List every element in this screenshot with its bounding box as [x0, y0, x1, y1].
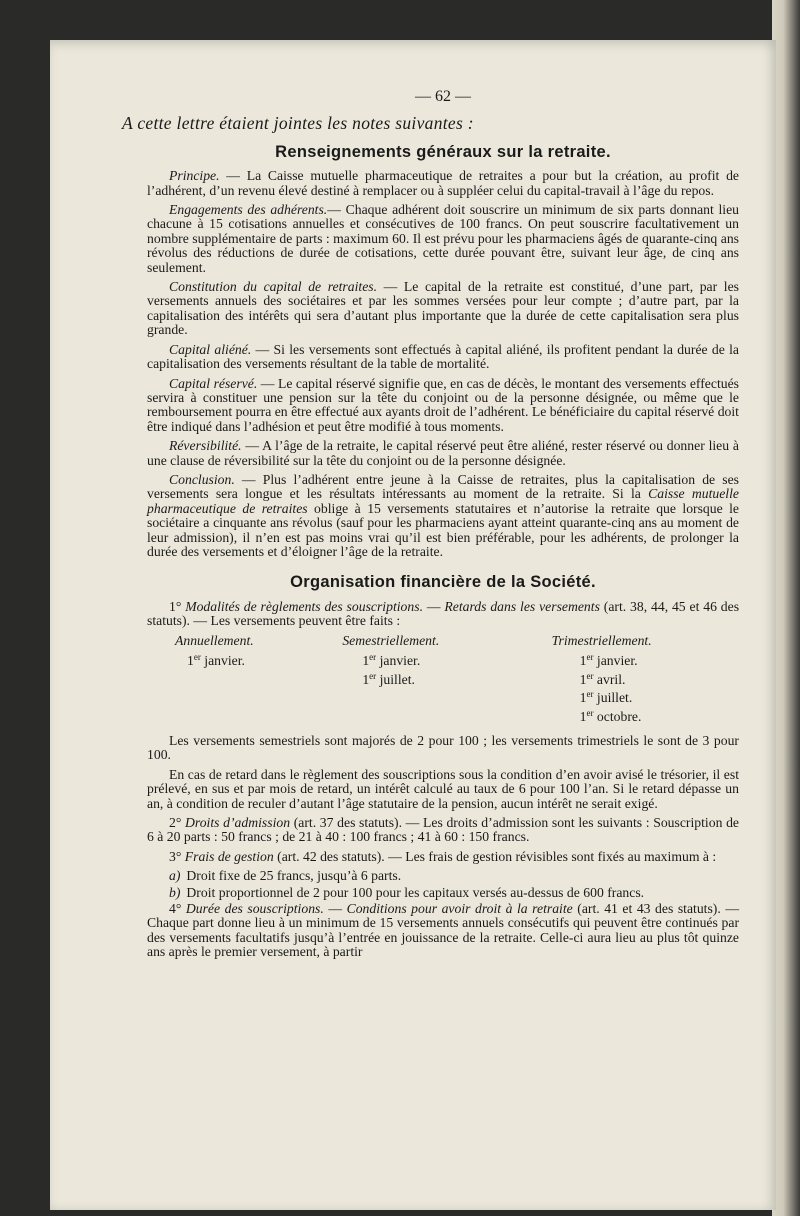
term: Conditions pour avoir droit à la retraite — [346, 901, 573, 917]
list-letter: b) — [169, 884, 181, 900]
term: Droits d’admission — [185, 815, 291, 831]
paragraph-reversibilite — [147, 439, 739, 468]
schedule-header: Semestriellement. — [342, 632, 440, 648]
paragraph-majores: Les versements semestriels sont majorés de 2 pour 100 ; les versements trimestriels le sont de 3 pour 100. — [147, 733, 739, 763]
paragraph-text: (art. 37 des statuts). — Les droits d’admission sont les suivants : Souscription de 6 à 20 parts : 50 francs ; de 21 à 40 : 100 francs ; 41 à 60 : 150 francs. — [147, 815, 739, 845]
dash: — — [323, 901, 347, 917]
term: Conclusion. — [169, 471, 235, 487]
paragraph-conclusion — [147, 473, 739, 559]
schedule-semestrial — [334, 634, 521, 724]
section-title-financial: Organisation financière de la Société. — [290, 573, 596, 592]
schedule-date: 1er janvier. — [579, 652, 638, 668]
term: Capital réservé. — [169, 375, 258, 391]
list-item — [147, 886, 739, 900]
paragraph-text: — A l’âge de la retraite, le capital réservé peut être aliéné, rester réservé ou donner lieu à une clause de réversibilité sur la tête du conjoint ou de la personne désignée. — [147, 438, 739, 468]
paragraph-text: (art. 41 et 43 des statuts). — Chaque part donne lieu à un minimum de 15 versements annuels consécutifs qui peuvent être continués par des versements facultatifs jusqu’à l’entrée en jouissance de la retraite. Celle-ci aura lieu au plus tôt quinze ans après le premier versement, à partir — [147, 901, 740, 960]
document-page — [50, 40, 776, 1210]
schedule-date: 1er janvier. — [187, 652, 245, 668]
schedule-date: 1er juillet. — [362, 670, 415, 687]
paragraph-engagements — [147, 203, 739, 275]
paragraph-principe — [147, 169, 739, 198]
caisse-name: Caisse mutuelle pharmaceutique de retraites — [147, 486, 739, 516]
page-number: — 62 — — [415, 88, 471, 105]
list-letter: a) — [169, 868, 181, 884]
schedule-header: Trimestriellement. — [551, 632, 652, 648]
schedule-date: 1er janvier. — [362, 652, 421, 668]
item-modalites — [147, 600, 739, 629]
term: Engagements des adhérents. — [169, 202, 328, 218]
term: Constitution du capital de retraites. — [169, 279, 378, 295]
term: Retards dans les versements — [444, 598, 600, 614]
paragraph-text: — Chaque adhérent doit souscrire un minimum de six parts donnant lieu chacune à 15 cotisations annuelles et consécutives de 100 francs. On peut souscrire facultativement un nombre supplémentaire de parts : maximum 60. Il est prévu pour les pharmaciens âgés de quarante-cinq ans révolus des réductions de durée de cotisations, cette durée pouvant être, suivant leur âge, de cinq ans seulement. — [147, 202, 739, 275]
item-number: 4° — [169, 901, 182, 917]
page-content — [122, 88, 740, 965]
list-text: Droit fixe de 25 francs, jusqu’à 6 parts. — [186, 868, 402, 884]
paragraph-capital-aliene — [147, 343, 739, 372]
schedule-date: 1er avril. — [579, 670, 626, 687]
item-droits-admission — [147, 816, 739, 845]
term: Capital aliéné. — [169, 341, 252, 357]
paragraph-text: — Si les versements sont effectués à capital aliéné, ils profitent pendant la durée de la capitalisation des versements résultant de la table de mortalité. — [147, 341, 740, 372]
paragraph-text: — Plus l’adhérent entre jeune à la Caisse de retraites, plus la capitalisation de ses versements sera longue et les résultats intéressants au moment de la retraite. Si la — [147, 471, 739, 502]
dash: — — [423, 598, 445, 614]
paragraph-text: — La Caisse mutuelle pharmaceutique de retraites a pour but la création, au profit de l’adhérent, d’un revenu élevé destiné à remplacer ou à suppléer celui du capital-travail à l’âge du repos. — [147, 168, 739, 198]
adjacent-page-edge — [772, 0, 800, 1216]
intro-line: A cette lettre étaient jointes les notes suivantes : — [122, 113, 474, 134]
section-title-general: Renseignements généraux sur la retraite. — [275, 142, 611, 161]
term: Frais de gestion — [184, 848, 274, 864]
paragraph-capital-reserve — [147, 377, 739, 435]
payment-schedule — [147, 634, 739, 724]
schedule-date: 1er juillet. — [579, 689, 633, 705]
paragraph-text: — Le capital réservé signifie que, en cas de décès, le montant des versements effectués servira à constituer une pension sur la tête du conjoint ou de la personne désignée, ou même que le remboursement pourra en être effectué aux ayants droit de l’adhérent. Le bénéficiaire du capital réservé doit être indiqué dans l’adhésion et peut être modifié à tous moments. — [147, 375, 739, 434]
schedule-quarterly — [522, 634, 739, 724]
list-text: Droit proportionnel de 2 pour 100 pour les capitaux versés au-dessus de 600 francs. — [186, 884, 645, 900]
paragraph-text: (art. 42 des statuts). — Les frais de gestion révisibles sont fixés au maximum à : — [273, 848, 717, 864]
list-item — [147, 869, 739, 883]
item-number: 2° — [169, 815, 182, 831]
paragraph-constitution — [147, 280, 739, 338]
paragraph-text: (art. 38, 44, 45 et 46 des statuts). — Les versements peuvent être faits : — [147, 598, 740, 629]
paragraph-text: oblige à 15 versements statutaires et n’autorise la retraite que lorsque le sociétaire a cinquante ans révolus (sauf pour les pharmaciens ayant atteint quarante-cinq ans au moment de leur admission), il n’en est pas moins vrai qu’il est bien préférable, pour les adhérents, de prolonger la durée des versements et d’éloigner l’âge de la retraite. — [147, 500, 739, 559]
item-number: 3° — [169, 848, 182, 864]
term: Principe. — [169, 168, 220, 184]
term: Réversibilité. — [169, 438, 242, 454]
schedule-header: Annuellement. — [175, 632, 254, 648]
paragraph-retard: En cas de retard dans le règlement des souscriptions sous la condition d’en avoir avisé le trésorier, il est prélevé, en sus et par mois de retard, un intérêt calculé au taux de 6 pour 100 l’an. Si le retard dépasse un an, à condition de reculer d’autant l’âge statutaire de la pension, aucun intérêt ne serait exigé. — [147, 766, 739, 811]
item-frais-gestion — [147, 850, 739, 864]
paragraph-text: — Le capital de la retraite est constitué, d’une part, par les versements annuels des sociétaires et par les sommes versées pour leur compte ; d’autre part, par la capitalisation des intérêts qui sera d’autant plus importante que la durée de cette capitalisation sera plus grande. — [147, 279, 740, 338]
term: Durée des souscriptions. — [185, 901, 324, 917]
term: Modalités de règlements des souscriptions. — [185, 598, 423, 614]
schedule-date: 1er octobre. — [579, 707, 642, 724]
schedule-annual — [147, 634, 334, 724]
item-duree-souscriptions — [147, 902, 739, 960]
item-number: 1° — [169, 598, 182, 614]
